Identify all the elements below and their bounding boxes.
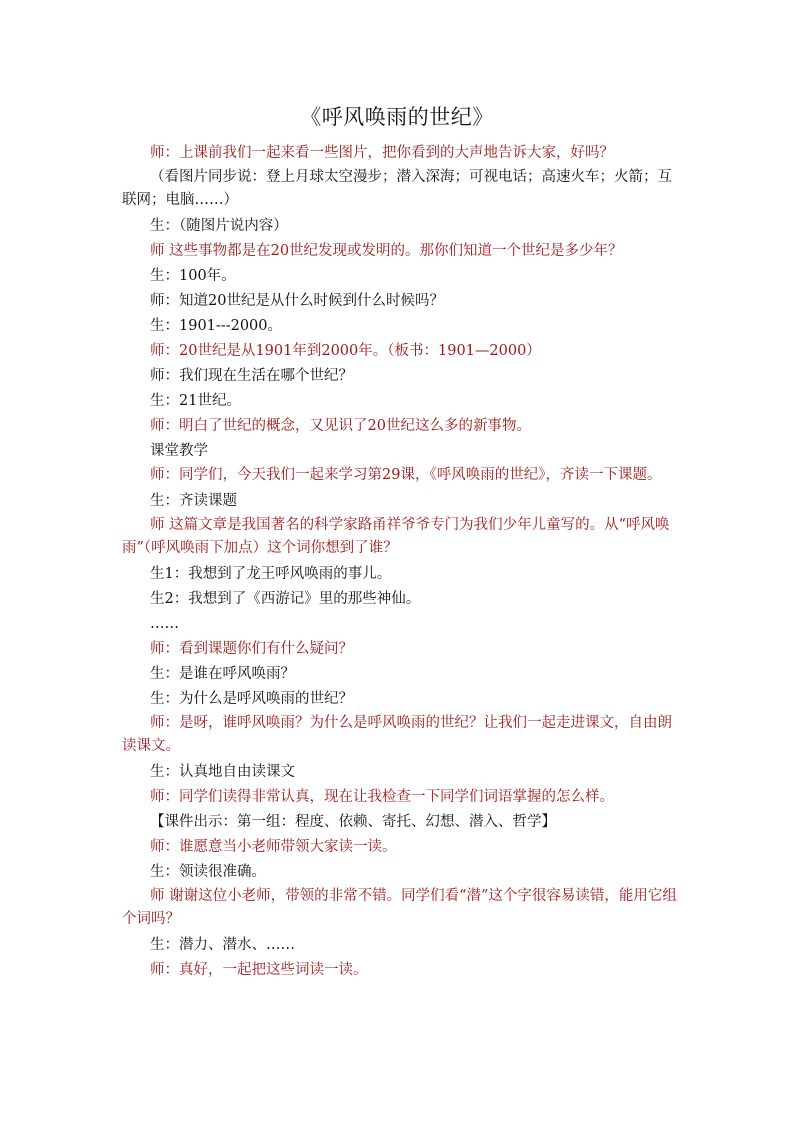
paragraph: 生1：我想到了龙王呼风唤雨的事儿。: [150, 566, 392, 582]
paragraph: （看图片同步说：登上月球太空漫步；潜入深海；可视电话；高速火车；火箭；互联网；电脑……）: [122, 169, 672, 208]
paragraph: 生：潜力、潜水、……: [150, 937, 295, 953]
paragraph: 生：1901---2000。: [150, 318, 283, 334]
paragraph: 师：知道20世纪是从什么时候到什么时候吗？: [150, 293, 444, 309]
paragraph: 师：同学们，今天我们一起来学习第29课，《呼风唤雨的世纪》，齐读一下课题。: [150, 467, 662, 483]
paragraph: 师：20世纪是从1901年到2000年。（板书：1901—2000）: [150, 343, 541, 359]
paragraph: 师：真好，一起把这些词读一读。: [150, 962, 368, 978]
paragraph: 课堂教学: [150, 443, 208, 459]
paragraph: ……: [150, 616, 179, 632]
paragraph: 生：齐读课题: [150, 493, 237, 509]
paragraph: 生：认真地自由读课文: [150, 764, 295, 780]
paragraph: 生：是谁在呼风唤雨？: [150, 666, 295, 682]
paragraph: 生：21世纪。: [150, 393, 241, 409]
paragraph: 师：谁愿意当小老师带领大家读一读。: [150, 839, 397, 855]
paragraph: 生：100年。: [150, 268, 236, 284]
paragraph: 生：（随图片说内容）: [150, 218, 288, 234]
paragraph: 【课件出示：第一组：程度、依赖、寄托、幻想、潜入、哲学】: [150, 814, 556, 830]
paragraph: 师 这些事物都是在20世纪发现或发明的。那你们知道一个世纪是多少年？: [150, 243, 623, 259]
paragraph: 师 这篇文章是我国著名的科学家路甬祥爷爷专门为我们少年儿童写的。从“呼风唤雨”（呼风唤雨下加点）这个词你想到了谁？: [122, 517, 670, 556]
paragraph: 师：明白了世纪的概念，又见识了20世纪这么多的新事物。: [150, 418, 531, 434]
paragraph: 师：上课前我们一起来看一些图片，把你看到的大声地告诉大家，好吗？: [150, 145, 614, 161]
paragraph: 生：领读很准确。: [150, 864, 266, 880]
paragraph: 生：为什么是呼风唤雨的世纪？: [150, 691, 353, 707]
paragraph: 师：看到课题你们有什么疑问？: [150, 641, 353, 657]
paragraph: 师：是呀，谁呼风唤雨？为什么是呼风唤雨的世纪？让我们一起走进课文，自由朗读课文。: [122, 715, 672, 754]
paragraph: 师 谢谢这位小老师，带领的非常不错。同学们看“潜”这个字很容易读错，能用它组个词吗？: [122, 888, 677, 927]
paragraph: 师：我们现在生活在哪个世纪？: [150, 368, 353, 384]
paragraph: 师：同学们读得非常认真，现在让我检查一下同学们词语掌握的怎么样。: [150, 789, 614, 805]
document-title: 《呼风唤雨的世纪》: [300, 105, 494, 129]
document-body: [122, 141, 678, 983]
paragraph: 生2：我想到了《西游记》里的那些神仙。: [150, 591, 421, 607]
